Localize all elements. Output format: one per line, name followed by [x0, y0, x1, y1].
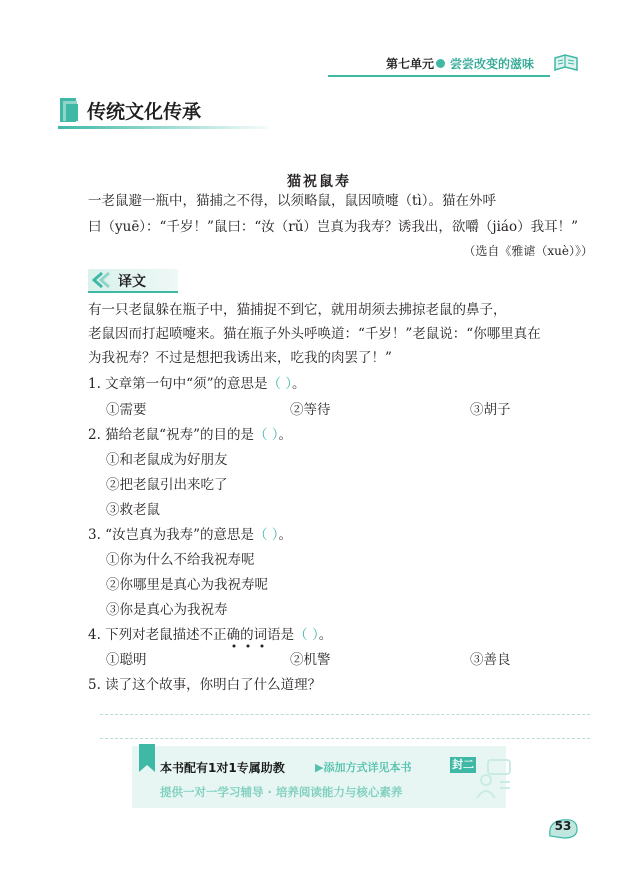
- question-5: 5. 读了这个故事，你明白了什么道理？: [88, 677, 322, 693]
- translation-label: 译文: [118, 274, 146, 290]
- option[interactable]: ①你为什么不给我祝寿呢: [106, 552, 255, 568]
- classical-line-2: 曰（yuē）：“千岁！”鼠曰：“汝（rǔ）岂真为我寿？诱我出，欲嚼（jiáo）我耳！”: [88, 219, 578, 235]
- answer-blank[interactable]: （ ）: [267, 376, 293, 392]
- question-1: 1. 文章第一句中“须”的意思是（ ）。: [88, 376, 306, 392]
- emphasis-dots: [230, 644, 274, 648]
- section-book-icon: [58, 96, 80, 124]
- answer-blank[interactable]: （ ）: [253, 527, 279, 543]
- story-title: 猫祝鼠寿: [287, 174, 351, 190]
- question-stem: 1. 文章第一句中“须”的意思是: [88, 376, 268, 392]
- translation-line-2: 老鼠因而打起喷嚏来。猫在瓶子外头呼唤道：“千岁！”老鼠说：“你哪里真在: [88, 326, 541, 342]
- option[interactable]: ①和老鼠成为好朋友: [106, 452, 228, 468]
- question-stem: 4. 下列对老鼠描述不正确的词语是: [88, 627, 295, 643]
- option[interactable]: ③救老鼠: [106, 502, 160, 518]
- chevron-icon: [90, 271, 112, 289]
- question-3: 3. “汝岂真为我寿”的意思是（ ）。: [88, 527, 293, 543]
- bookmark-icon: [139, 744, 155, 772]
- unit-dot: [436, 59, 445, 68]
- story-source: （选自《雅谑（xuè）》）: [463, 244, 593, 258]
- option[interactable]: ②把老鼠引出来吃了: [106, 477, 228, 493]
- section-underline: [58, 126, 268, 129]
- classical-line-1: 一老鼠避一瓶中，猫捕之不得，以须略鼠，鼠因喷嚏（tì）。猫在外呼: [88, 193, 496, 209]
- option[interactable]: ③善良: [470, 652, 511, 668]
- translation-line-3: 为我祝寿？不过是想把我诱出来，吃我的肉罢了！”: [88, 350, 392, 366]
- option[interactable]: ③胡子: [470, 402, 511, 418]
- question-stem: 2. 猫给老鼠“祝寿”的目的是: [88, 427, 254, 443]
- translation-line-1: 有一只老鼠躲在瓶子中，猫捕捉不到它，就用胡须去拂掠老鼠的鼻子，: [88, 302, 507, 318]
- option[interactable]: ①聪明: [106, 652, 147, 668]
- answer-blank[interactable]: （ ）: [294, 627, 319, 643]
- promo-subtitle: 提供一对一学习辅导 · 培养阅读能力与核心素养: [160, 785, 403, 799]
- question-4: 4. 下列对老鼠描述不正确的词语是（ ）。: [88, 627, 333, 643]
- unit-theme: 尝尝改变的滋味: [450, 57, 535, 71]
- question-stem: 3. “汝岂真为我寿”的意思是: [88, 527, 254, 543]
- answer-line[interactable]: [100, 738, 590, 739]
- translation-underline: [88, 291, 178, 293]
- question-2: 2. 猫给老鼠“祝寿”的目的是（ ）。: [88, 427, 293, 443]
- option[interactable]: ①需要: [106, 402, 147, 418]
- answer-blank[interactable]: （ ）: [253, 427, 279, 443]
- book-icon: [553, 53, 579, 73]
- promo-badge: 封二: [452, 758, 474, 771]
- header-rule: [328, 75, 550, 77]
- promo-instruction: ▶添加方式详见本书: [315, 761, 412, 774]
- teacher-icon: [474, 758, 514, 800]
- promo-headline: 本书配有1对1专属助教: [160, 761, 285, 775]
- option[interactable]: ②等待: [290, 402, 331, 418]
- page-number: 53: [554, 819, 572, 833]
- option[interactable]: ②你哪里是真心为我祝寿呢: [106, 577, 268, 593]
- unit-label: 第七单元: [386, 57, 435, 71]
- option[interactable]: ②机警: [290, 652, 331, 668]
- answer-line[interactable]: [100, 714, 590, 715]
- section-title: 传统文化传承: [87, 101, 202, 123]
- option[interactable]: ③你是真心为我祝寿: [106, 602, 228, 618]
